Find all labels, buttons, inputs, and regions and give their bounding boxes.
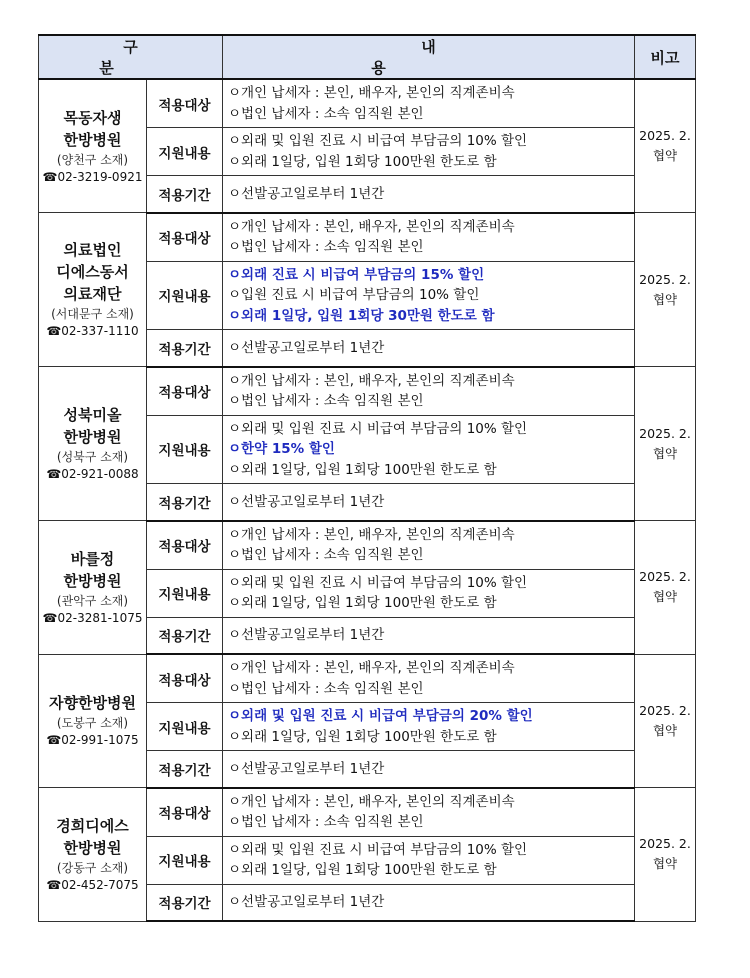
target-line: ㅇ법인 납세자 : 소속 임직원 본인 (228, 680, 424, 697)
label-period: 적용기간 (147, 330, 223, 367)
hospital-group (39, 521, 696, 655)
label-target: 적용대상 (147, 367, 223, 416)
hospital-group (39, 367, 696, 521)
header-row (39, 35, 696, 79)
label-period: 적용기간 (147, 484, 223, 521)
support-content (223, 261, 635, 330)
row-target (39, 367, 696, 416)
support-content (223, 415, 635, 484)
hospital-group (39, 654, 696, 788)
label-target: 적용대상 (147, 521, 223, 570)
period-line: ㅇ선발공고일로부터 1년간 (228, 627, 385, 643)
note-text: 협약 (652, 291, 678, 307)
hospital-name: 자향한방병원 (49, 694, 136, 713)
hospital-district: (관악구 소재) (56, 593, 129, 608)
period-line: ㅇ선발공고일로부터 1년간 (228, 493, 385, 510)
label-period: 적용기간 (147, 176, 223, 213)
hospital-cell (39, 213, 147, 367)
label-support: 지원내용 (147, 128, 223, 176)
row-target (39, 213, 696, 262)
label-target: 적용대상 (147, 654, 223, 703)
target-line: ㅇ개인 납세자 : 본인, 배우자, 본인의 직계존비속 (228, 372, 515, 389)
target-line: ㅇ개인 납세자 : 본인, 배우자, 본인의 직계존비속 (228, 85, 515, 101)
hospital-cell (39, 79, 147, 213)
hospital-phone: ☎02-337-1110 (46, 324, 139, 338)
target-content (223, 521, 635, 570)
target-line: ㅇ법인 납세자 : 소속 임직원 본인 (228, 105, 424, 122)
hospital-name: 성북미올 한방병원 (63, 406, 122, 446)
target-line: ㅇ법인 납세자 : 소속 임직원 본인 (228, 547, 424, 563)
note-text: 협약 (652, 148, 678, 163)
label-support: 지원내용 (147, 703, 223, 751)
row-target (39, 521, 696, 570)
support-line: ㅇ외래 및 입원 진료 시 비급여 부담금의 10% 할인 (228, 841, 528, 858)
support-line: ㅇ외래 진료 시 비급여 부담금의 15% 할인 (228, 266, 485, 283)
hospital-benefits-table (38, 34, 696, 922)
note-date: 2025. 2. (639, 702, 691, 718)
hospital-phone: ☎02-3281-1075 (42, 610, 143, 625)
support-line: ㅇ한약 15% 할인 (228, 441, 335, 457)
target-content (223, 367, 635, 416)
label-period: 적용기간 (147, 617, 223, 654)
hospital-group (39, 79, 696, 213)
period-content (223, 884, 635, 921)
hospital-name: 바를정 한방병원 (63, 549, 122, 590)
support-line: ㅇ외래 1일당, 입원 1회당 100만원 한도로 함 (228, 862, 497, 878)
note-date: 2025. 2. (639, 836, 691, 852)
note-text: 협약 (652, 722, 678, 738)
target-line: ㅇ개인 납세자 : 본인, 배우자, 본인의 직계존비속 (228, 526, 515, 543)
hospital-cell (39, 654, 147, 788)
hospital-group (39, 213, 696, 367)
note-date: 2025. 2. (639, 128, 691, 143)
support-line: ㅇ외래 및 입원 진료 시 비급여 부담금의 10% 할인 (228, 574, 528, 591)
note-cell (635, 788, 696, 922)
support-line: ㅇ외래 1일당, 입원 1회당 30만원 한도로 함 (228, 307, 495, 324)
note-text: 협약 (652, 445, 678, 461)
target-content (223, 79, 635, 128)
header-gubun: 구 분 (39, 35, 223, 79)
hospital-phone: ☎02-452-7075 (46, 877, 139, 892)
label-target: 적용대상 (147, 213, 223, 262)
hospital-cell (39, 788, 147, 922)
support-line: ㅇ외래 및 입원 진료 시 비급여 부담금의 20% 할인 (228, 708, 533, 724)
target-line: ㅇ법인 납세자 : 소속 임직원 본인 (228, 814, 424, 830)
target-content (223, 213, 635, 262)
support-content (223, 569, 635, 617)
label-period: 적용기간 (147, 884, 223, 921)
hospital-cell (39, 367, 147, 521)
label-target: 적용대상 (147, 79, 223, 128)
row-target (39, 788, 696, 837)
note-cell (635, 213, 696, 367)
support-line: ㅇ외래 1일당, 입원 1회당 100만원 한도로 함 (228, 728, 497, 745)
hospital-cell (39, 521, 147, 655)
note-cell (635, 521, 696, 655)
label-period: 적용기간 (147, 751, 223, 788)
note-cell (635, 654, 696, 788)
target-line: ㅇ법인 납세자 : 소속 임직원 본인 (228, 393, 424, 409)
note-cell (635, 367, 696, 521)
label-support: 지원내용 (147, 836, 223, 884)
hospital-phone: ☎02-921-0088 (46, 467, 139, 481)
support-line: ㅇ외래 및 입원 진료 시 비급여 부담금의 10% 할인 (228, 133, 528, 149)
support-line: ㅇ입원 진료 시 비급여 부담금의 10% 할인 (228, 287, 480, 303)
note-date: 2025. 2. (639, 271, 691, 287)
period-content (223, 176, 635, 213)
hospital-name: 경희디에스 한방병원 (56, 816, 129, 857)
hospital-phone: ☎02-991-1075 (46, 733, 139, 748)
target-line: ㅇ개인 납세자 : 본인, 배우자, 본인의 직계존비속 (228, 660, 515, 676)
period-line: ㅇ선발공고일로부터 1년간 (228, 894, 385, 910)
hospital-district: (양천구 소재) (56, 152, 129, 167)
label-target: 적용대상 (147, 788, 223, 837)
target-line: ㅇ개인 납세자 : 본인, 배우자, 본인의 직계존비속 (228, 793, 515, 810)
period-content (223, 330, 635, 367)
support-content (223, 703, 635, 751)
row-target (39, 654, 696, 703)
period-content (223, 617, 635, 654)
period-line: ㅇ선발공고일로부터 1년간 (228, 185, 385, 202)
header-naeyong: 내 용 (223, 35, 635, 79)
header-bigo: 비고 (635, 35, 696, 79)
hospital-name: 목동자생 한방병원 (63, 108, 122, 149)
hospital-phone: ☎02-3219-0921 (42, 169, 143, 184)
support-line: ㅇ외래 1일당, 입원 1회당 100만원 한도로 함 (228, 461, 497, 478)
label-support: 지원내용 (147, 261, 223, 330)
note-date: 2025. 2. (639, 425, 691, 441)
row-target (39, 79, 696, 128)
period-content (223, 751, 635, 788)
hospital-name: 의료법인 디에스동서 의료재단 (56, 241, 129, 303)
support-line: ㅇ외래 및 입원 진료 시 비급여 부담금의 10% 할인 (228, 420, 528, 437)
target-line: ㅇ법인 납세자 : 소속 임직원 본인 (228, 239, 424, 255)
label-support: 지원내용 (147, 569, 223, 617)
note-text: 협약 (652, 589, 678, 605)
label-support: 지원내용 (147, 415, 223, 484)
hospital-group (39, 788, 696, 922)
hospital-district: (서대문구 소재) (51, 307, 134, 321)
target-content (223, 654, 635, 703)
support-content (223, 836, 635, 884)
support-content (223, 128, 635, 176)
hospital-district: (강동구 소재) (56, 860, 129, 875)
hospital-district: (성북구 소재) (56, 450, 129, 464)
target-line: ㅇ개인 납세자 : 본인, 배우자, 본인의 직계존비속 (228, 218, 515, 235)
note-date: 2025. 2. (639, 569, 691, 585)
period-content (223, 484, 635, 521)
support-line: ㅇ외래 1일당, 입원 1회당 100만원 한도로 함 (228, 153, 497, 170)
target-content (223, 788, 635, 837)
hospital-district: (도봉구 소재) (56, 716, 129, 731)
note-cell (635, 79, 696, 213)
support-line: ㅇ외래 1일당, 입원 1회당 100만원 한도로 함 (228, 595, 497, 611)
period-line: ㅇ선발공고일로부터 1년간 (228, 339, 385, 356)
note-text: 협약 (652, 856, 678, 872)
period-line: ㅇ선발공고일로부터 1년간 (228, 760, 385, 777)
